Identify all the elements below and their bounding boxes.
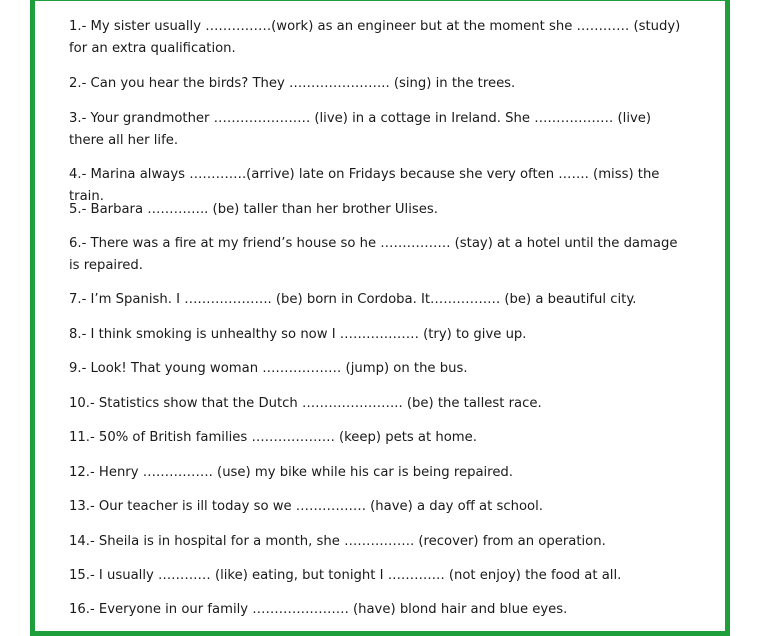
exercise-item-1: 1.- My sister usually ……………(work) as an engineer but at the moment she ………… (study) for an extra qualification.	[69, 19, 681, 56]
exercise-item-11: 11.- 50% of British families ………………. (keep) pets at home.	[69, 430, 477, 445]
exercise-item-9: 9.- Look! That young woman ……………… (jump) on the bus.	[69, 361, 468, 376]
exercise-item-8: 8.- I think smoking is unhealthy so now I ……………… (try) to give up.	[69, 327, 527, 342]
exercise-item-2: 2.- Can you hear the birds? They ………………….. (sing) in the trees.	[69, 76, 516, 91]
exercise-item-12: 12.- Henry ……………. (use) my bike while his car is being repaired.	[69, 465, 513, 480]
exercise-item-10: 10.- Statistics show that the Dutch ………………….. (be) the tallest race.	[69, 396, 542, 411]
exercise-item-7: 7.- I’m Spanish. I ……………….. (be) born in Cordoba. It……………. (be) a beautiful city.	[69, 292, 637, 307]
exercise-item-6: 6.- There was a fire at my friend’s house so he ……………. (stay) at a hotel until the damage is repaired.	[69, 236, 678, 273]
exercise-item-13: 13.- Our teacher is ill today so we ……………. (have) a day off at school.	[69, 499, 543, 514]
exercise-item-3: 3.- Your grandmother …………………. (live) in a cottage in Ireland. She ……………… (live) there all her life.	[69, 111, 652, 148]
exercise-item-16: 16.- Everyone in our family …………………. (have) blond hair and blue eyes.	[69, 602, 568, 617]
exercise-item-14: 14.- Sheila is in hospital for a month, she ……………. (recover) from an operation.	[69, 534, 606, 549]
exercise-item-15: 15.- I usually ………… (like) eating, but tonight I …………. (not enjoy) the food at all.	[69, 568, 622, 583]
exercise-item-4: 4.- Marina always ………….(arrive) late on Fridays because she very often ……. (miss) the train.	[69, 167, 660, 204]
exercise-item-5: 5.- Barbara ………….. (be) taller than her brother Ulises.	[69, 202, 438, 217]
